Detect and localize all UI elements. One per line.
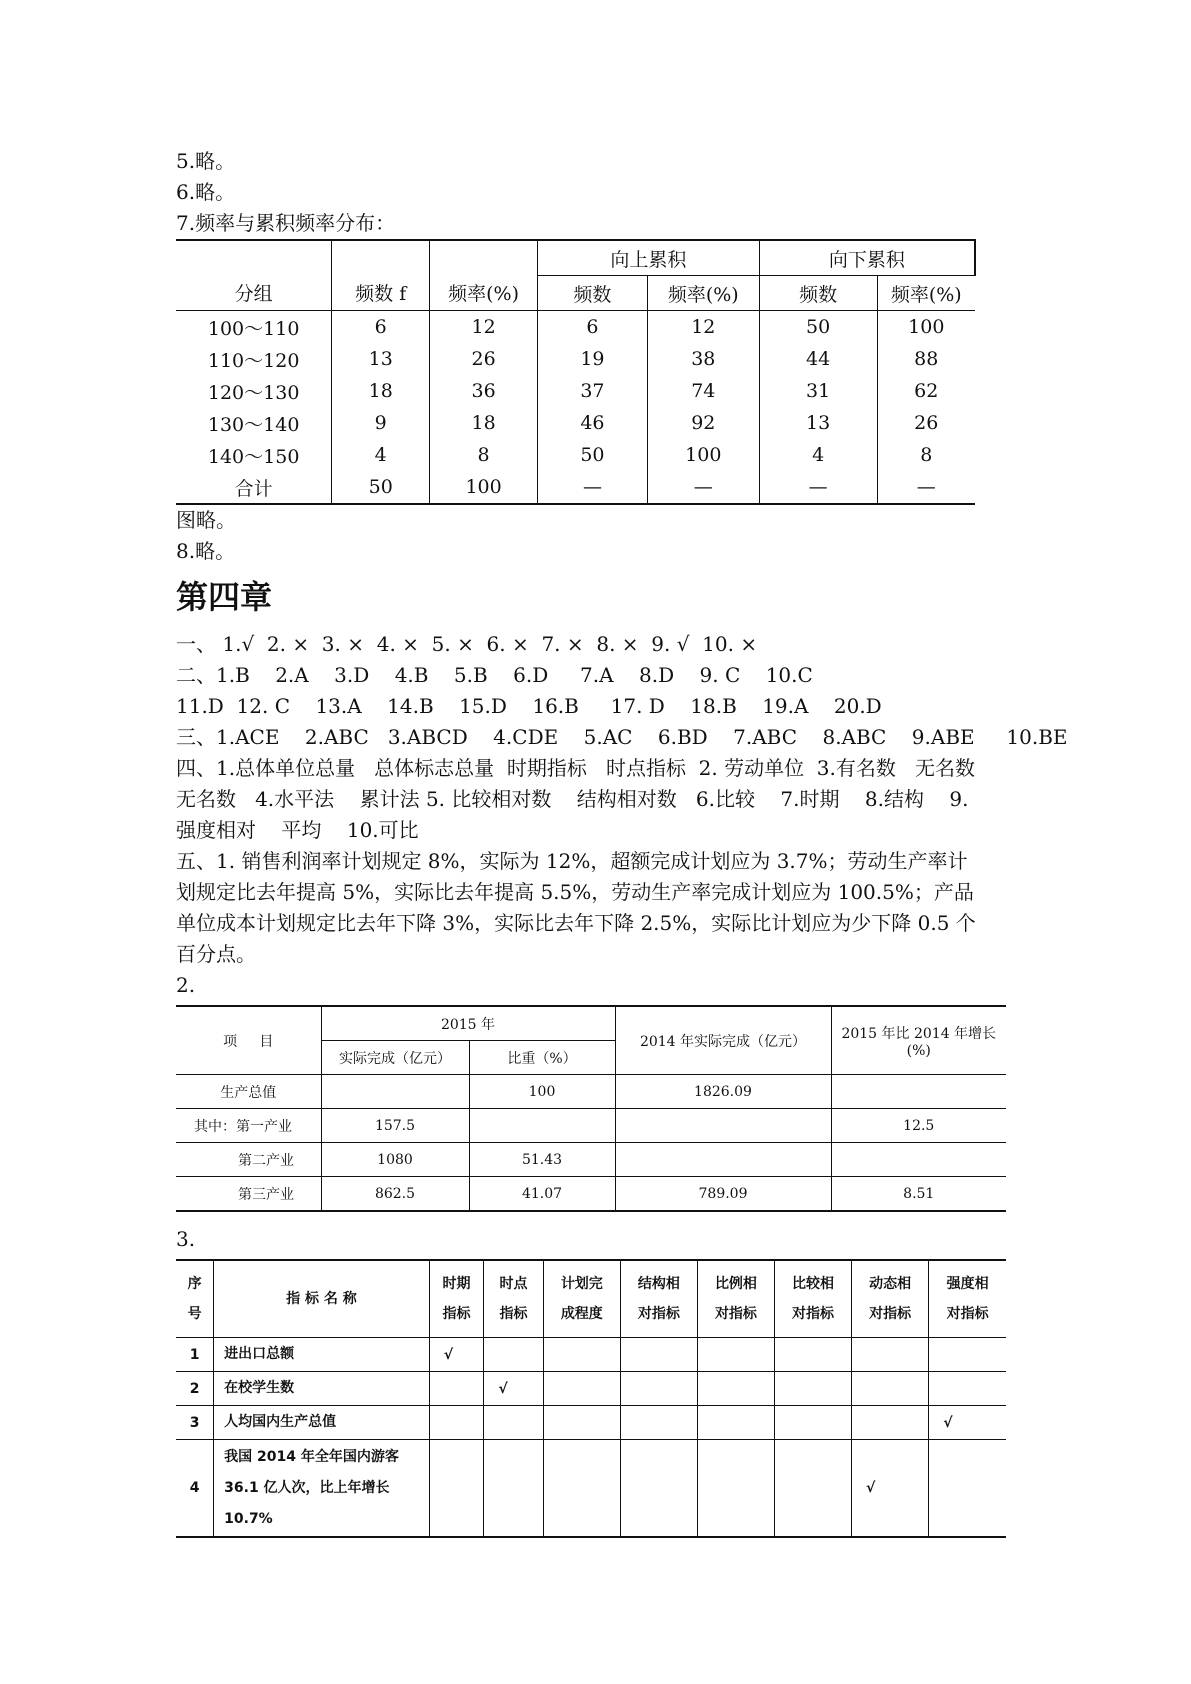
table-cell <box>615 1109 831 1143</box>
table-cell: 合计 <box>234 477 273 500</box>
indicator-cell <box>429 1338 484 1372</box>
text-line: 8.略。 <box>176 539 236 563</box>
indicator-cell <box>852 1406 929 1440</box>
table-cell: 130～140 <box>207 413 300 436</box>
header-line: 对指标 <box>714 1306 757 1322</box>
indicator-cell <box>484 1440 543 1538</box>
header-item: 项 目 <box>176 1006 321 1075</box>
table-cell: 第二产业 <box>176 1143 321 1177</box>
header-line: 比例相 <box>714 1276 757 1292</box>
header-line: 对指标 <box>637 1306 680 1322</box>
table-cell: 100 <box>430 471 538 504</box>
table-cell: 157.5 <box>321 1109 469 1143</box>
table-cell: 19 <box>538 343 648 375</box>
indicator-cell <box>620 1338 697 1372</box>
table-cell: 92 <box>647 407 759 439</box>
table-cell: 6 <box>332 311 430 344</box>
table-cell: 862.5 <box>321 1177 469 1212</box>
table-row <box>176 1338 1006 1372</box>
table-cell: 31 <box>759 375 877 407</box>
indicator-name <box>214 1440 430 1538</box>
table-cell: — <box>647 471 759 504</box>
name-line: 10.7% <box>224 1510 273 1527</box>
top-lines <box>176 146 1026 239</box>
table-cell: 4 <box>759 439 877 471</box>
header-actual: 实际完成（亿元） <box>321 1041 469 1075</box>
header-rate: 频率(%) <box>430 240 538 311</box>
indicator-cell <box>429 1440 484 1538</box>
header-group: 分组 <box>176 240 332 311</box>
chapter-title: 第四章 <box>176 578 273 616</box>
answer-line: 二、1.B 2.A 3.D 4.B 5.B 6.D 7.A 8.D 9. C 10.C <box>176 663 813 687</box>
header-cell <box>176 1260 214 1338</box>
check-mark: √ <box>443 1346 454 1363</box>
table-cell: 74 <box>647 375 759 407</box>
header-cell <box>543 1260 620 1338</box>
header-line: 序 <box>187 1276 202 1292</box>
label-3: 3. <box>176 1227 196 1251</box>
table-cell: 18 <box>430 407 538 439</box>
table-cell: 26 <box>430 343 538 375</box>
table-cell: 13 <box>759 407 877 439</box>
table-cell: 789.09 <box>615 1177 831 1212</box>
indicator-cell <box>697 1406 774 1440</box>
table-cell <box>321 1075 469 1109</box>
table-row <box>176 375 975 407</box>
header-2015: 2015 年 <box>321 1006 615 1041</box>
table-cell: 140～150 <box>207 445 300 468</box>
subheader-down-freq: 频数 <box>759 276 877 311</box>
row-number: 2 <box>176 1372 214 1406</box>
frequency-table <box>176 239 976 505</box>
header-line: 成程度 <box>560 1306 603 1322</box>
name-line: 36.1 亿人次，比上年增长 <box>224 1479 390 1496</box>
header-up-cumulative: 向上累积 <box>538 240 760 276</box>
table-row <box>176 407 975 439</box>
header-line: 号 <box>187 1306 202 1322</box>
table-cell: 8 <box>430 439 538 471</box>
indicator-cell <box>774 1372 851 1406</box>
header-cell <box>852 1260 929 1338</box>
table-cell <box>469 1109 615 1143</box>
table-cell: 1826.09 <box>615 1075 831 1109</box>
table-cell: 50 <box>538 439 648 471</box>
text-line: 6.略。 <box>176 180 236 204</box>
check-mark: √ <box>498 1380 508 1397</box>
text-line: 5.略。 <box>176 149 236 173</box>
table-cell: — <box>759 471 877 504</box>
indicator-cell <box>697 1440 774 1538</box>
table-cell: 88 <box>877 343 975 375</box>
table-cell <box>831 1143 1006 1177</box>
check-mark: √ <box>943 1414 953 1431</box>
indicator-cell <box>852 1338 929 1372</box>
table-row <box>176 1372 1006 1406</box>
header-cell <box>929 1260 1006 1338</box>
table-row <box>176 1075 1006 1109</box>
header-cell <box>697 1260 774 1338</box>
indicator-name <box>214 1406 430 1440</box>
table-row <box>176 343 975 375</box>
section-four: 四、1.总体单位总量 总体标志总量 时期指标 时点指标 2. 劳动单位 3.有名数 无名数 无名数 4.水平法 累计法 5. 比较相对数 结构相对数 6.比较 7.时期 8.结构 9.强度相对 平均 10.可比 <box>176 756 995 842</box>
name-line: 我国 2014 年全年国内游客 <box>224 1448 399 1465</box>
indicator-cell <box>774 1440 851 1538</box>
header-line: 时点 <box>499 1276 528 1292</box>
table-cell: 第三产业 <box>176 1177 321 1212</box>
indicator-name <box>214 1372 430 1406</box>
table-cell: 46 <box>538 407 648 439</box>
indicator-cell <box>929 1338 1006 1372</box>
header-cell <box>214 1260 430 1338</box>
table-row <box>176 1406 1006 1440</box>
header-line: 对指标 <box>792 1306 834 1322</box>
table-row <box>176 1440 1006 1538</box>
table-cell: 50 <box>759 311 877 344</box>
name-line: 进出口总额 <box>224 1346 295 1362</box>
table-cell: 18 <box>332 375 430 407</box>
header-line: 指 标 名 称 <box>286 1291 357 1307</box>
table-cell: 51.43 <box>469 1143 615 1177</box>
table-cell: 50 <box>332 471 430 504</box>
header-line: 计划完 <box>560 1276 603 1292</box>
table-row <box>176 1177 1006 1212</box>
indicator-cell <box>484 1406 543 1440</box>
indicator-cell <box>697 1372 774 1406</box>
table-row <box>176 471 975 504</box>
header-2014-actual: 2014 年实际完成（亿元） <box>615 1006 831 1075</box>
table-cell: 41.07 <box>469 1177 615 1212</box>
indicator-table <box>176 1259 1006 1538</box>
indicator-cell <box>852 1440 929 1538</box>
header-growth: 2015 年比 2014 年增长(%) <box>831 1006 1006 1075</box>
indicator-cell <box>620 1440 697 1538</box>
header-cell <box>774 1260 851 1338</box>
header-line: 时期 <box>442 1276 471 1292</box>
answer-line: 一、 1.√ 2. × 3. × 4. × 5. × 6. × 7. × 8. × 9. √ 10. × <box>176 632 758 656</box>
header-down-cumulative: 向下累积 <box>759 240 975 276</box>
indicator-cell <box>620 1406 697 1440</box>
table-cell <box>615 1143 831 1177</box>
table-cell: 12 <box>430 311 538 344</box>
table-cell: 62 <box>877 375 975 407</box>
text-line: 7.频率与累积频率分布： <box>176 211 396 235</box>
table-cell: — <box>877 471 975 504</box>
after-table1-lines <box>176 505 1026 567</box>
indicator-cell <box>484 1338 543 1372</box>
header-line: 对指标 <box>946 1306 989 1322</box>
indicator-cell <box>697 1338 774 1372</box>
table-cell: 100 <box>877 311 975 344</box>
table-cell: 100 <box>647 439 759 471</box>
indicator-cell <box>929 1406 1006 1440</box>
header-cell <box>620 1260 697 1338</box>
table-cell: 生产总值 <box>176 1075 321 1109</box>
header-cell <box>429 1260 484 1338</box>
indicator-cell <box>429 1372 484 1406</box>
table-cell: 12.5 <box>831 1109 1006 1143</box>
table-cell: 8.51 <box>831 1177 1006 1212</box>
header-share: 比重（%） <box>469 1041 615 1075</box>
table-cell: 9 <box>332 407 430 439</box>
indicator-cell <box>774 1406 851 1440</box>
header-line: 指标 <box>442 1306 471 1322</box>
row-number: 4 <box>176 1440 214 1538</box>
table-cell: 6 <box>538 311 648 344</box>
table-cell: 110～120 <box>207 349 300 372</box>
indicator-cell <box>929 1372 1006 1406</box>
table-cell <box>831 1075 1006 1109</box>
row-number: 3 <box>176 1406 214 1440</box>
table-cell: 8 <box>877 439 975 471</box>
indicator-cell <box>543 1406 620 1440</box>
check-mark: √ <box>866 1480 876 1496</box>
gdp-table <box>176 1005 1006 1212</box>
table-cell: 12 <box>647 311 759 344</box>
answer-line: 三、1.ACE 2.ABC 3.ABCD 4.CDE 5.AC 6.BD 7.ABC 8.ABC 9.ABE 10.BE <box>176 725 1068 749</box>
indicator-cell <box>429 1406 484 1440</box>
table-row <box>176 1143 1006 1177</box>
indicator-cell <box>774 1338 851 1372</box>
table-row <box>176 1109 1006 1143</box>
section-five: 五、1. 销售利润率计划规定 8%，实际为 12%，超额完成计划应为 3.7%；劳动生产率计划规定比去年提高 5%，实际比去年提高 5.5%，劳动生产率完成计划应为 100.5%；产品单位成本计划规定比去年下降 3%，实际比去年下降 2.5%，实际比计划应为少下降 0.5 个百分点。 <box>176 849 976 966</box>
header-line: 动态相 <box>869 1276 912 1292</box>
answer-line: 11.D 12. C 13.A 14.B 15.D 16.B 17. D 18.B 19.A 20.D <box>176 694 882 718</box>
table-cell: 1080 <box>321 1143 469 1177</box>
header-freq: 频数 f <box>332 240 430 311</box>
indicator-cell <box>484 1372 543 1406</box>
indicator-cell <box>543 1440 620 1538</box>
table-cell: 36 <box>430 375 538 407</box>
subheader-up-rate: 频率(%) <box>647 276 759 311</box>
table-cell: — <box>538 471 648 504</box>
header-line: 对指标 <box>869 1306 912 1322</box>
subheader-up-freq: 频数 <box>538 276 648 311</box>
document-page <box>176 146 1068 1538</box>
text-line: 图略。 <box>176 508 236 532</box>
header-line: 强度相 <box>946 1276 989 1292</box>
indicator-cell <box>852 1372 929 1406</box>
subheader-down-rate: 频率(%) <box>877 276 975 311</box>
table-cell: 37 <box>538 375 648 407</box>
indicator-cell <box>543 1372 620 1406</box>
header-line: 比较相 <box>792 1276 834 1292</box>
table-cell: 100 <box>469 1075 615 1109</box>
answers <box>176 629 1068 753</box>
table-row <box>176 439 975 471</box>
table-cell: 100～110 <box>207 317 300 340</box>
header-cell <box>484 1260 543 1338</box>
name-line: 人均国内生产总值 <box>224 1414 337 1430</box>
header-line: 指标 <box>499 1306 528 1322</box>
name-line: 在校学生数 <box>224 1380 295 1396</box>
row-number: 1 <box>176 1338 214 1372</box>
table-cell: 13 <box>332 343 430 375</box>
indicator-cell <box>929 1440 1006 1538</box>
table-cell: 44 <box>759 343 877 375</box>
indicator-cell <box>620 1372 697 1406</box>
indicator-name <box>214 1338 430 1372</box>
table-row <box>176 311 975 344</box>
indicator-cell <box>543 1338 620 1372</box>
table-cell: 其中：第一产业 <box>176 1109 321 1143</box>
table-cell: 38 <box>647 343 759 375</box>
table-cell: 26 <box>877 407 975 439</box>
table-cell: 120～130 <box>207 381 300 404</box>
label-2: 2. <box>176 973 196 997</box>
header-line: 结构相 <box>637 1276 680 1292</box>
table-cell: 4 <box>332 439 430 471</box>
